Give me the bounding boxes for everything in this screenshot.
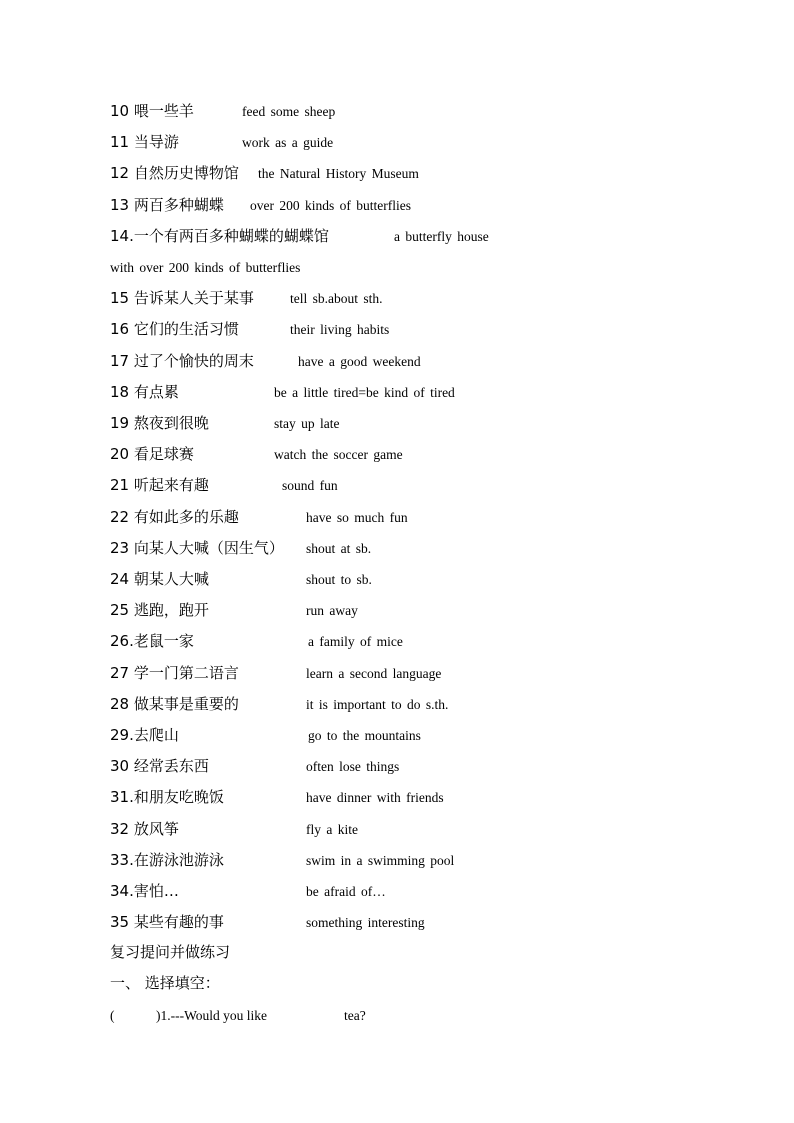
- phrase-chinese: 22 有如此多的乐趣: [110, 508, 239, 526]
- phrase-english: often lose things: [306, 759, 400, 774]
- phrase-english: run away: [306, 603, 358, 618]
- phrase-english: stay up late: [274, 416, 340, 431]
- phrase-english: it is important to do s.th.: [306, 697, 449, 712]
- question-1-text: )1.---Would you like: [156, 1008, 268, 1023]
- phrase-english: be afraid of…: [306, 884, 386, 899]
- phrase-chinese: 27 学一门第二语言: [110, 664, 239, 682]
- phrase-chinese: 30 经常丢东西: [110, 757, 209, 775]
- phrase-english: shout at sb.: [306, 541, 372, 556]
- phrase-english: have dinner with friends: [306, 790, 444, 805]
- phrase-english: shout to sb.: [306, 572, 372, 587]
- phrase-chinese: 12 自然历史博物馆: [110, 164, 239, 182]
- phrase-chinese: 24 朝某人大喊: [110, 570, 209, 588]
- part-heading: 一、 选择填空：: [110, 974, 220, 992]
- phrase-english: feed some sheep: [242, 104, 336, 119]
- phrase-chinese: 29.去爬山: [110, 726, 179, 744]
- phrase-english: a butterfly house: [394, 229, 489, 244]
- phrase-chinese: 25 逃跑，跑开: [110, 601, 209, 619]
- phrase-english: fly a kite: [306, 822, 358, 837]
- question-1-paren: (: [110, 1008, 115, 1023]
- phrase-english: tell sb.about sth.: [290, 291, 383, 306]
- phrase-chinese: 35 某些有趣的事: [110, 913, 224, 931]
- phrase-chinese: 21 听起来有趣: [110, 476, 209, 494]
- phrase-chinese: 13 两百多种蝴蝶: [110, 196, 224, 214]
- phrase-english: learn a second language: [306, 666, 442, 681]
- section-title: 复习提问并做练习: [110, 943, 231, 961]
- phrase-chinese: 34.害怕…: [110, 882, 179, 900]
- phrase-english: swim in a swimming pool: [306, 853, 455, 868]
- phrase-chinese: 16 它们的生活习惯: [110, 320, 239, 338]
- phrase-chinese: 26.老鼠一家: [110, 632, 194, 650]
- phrase-chinese: 19 熬夜到很晚: [110, 414, 209, 432]
- phrase-chinese: 33.在游泳池游泳: [110, 851, 224, 869]
- phrase-english: watch the soccer game: [274, 447, 403, 462]
- phrase-chinese: 10 喂一些羊: [110, 102, 194, 120]
- phrase-english: something interesting: [306, 915, 425, 930]
- phrase-english: work as a guide: [242, 135, 334, 150]
- phrase-chinese: 31.和朋友吃晚饭: [110, 788, 224, 806]
- phrase-english: the Natural History Museum: [258, 166, 419, 181]
- phrase-english: be a little tired=be kind of tired: [274, 385, 455, 400]
- phrase-chinese: 23 向某人大喊（因生气）: [110, 539, 284, 557]
- phrase-chinese: 20 看足球赛: [110, 445, 194, 463]
- phrase-english: have a good weekend: [298, 354, 421, 369]
- phrase-chinese: 14.一个有两百多种蝴蝶的蝴蝶馆: [110, 227, 329, 245]
- phrase-chinese: 28 做某事是重要的: [110, 695, 239, 713]
- question-1-tail: tea?: [344, 1008, 366, 1023]
- phrase-english: have so much fun: [306, 510, 408, 525]
- phrase-english: sound fun: [282, 478, 338, 493]
- phrase-english: go to the mountains: [308, 728, 421, 743]
- phrase-english: over 200 kinds of butterflies: [250, 198, 411, 213]
- phrase-english: a family of mice: [308, 634, 403, 649]
- phrase-chinese: 17 过了个愉快的周末: [110, 352, 254, 370]
- phrase-chinese: 15 告诉某人关于某事: [110, 289, 254, 307]
- phrase-chinese: 11 当导游: [110, 133, 179, 151]
- phrase-english: with over 200 kinds of butterflies: [110, 260, 301, 275]
- phrase-chinese: 32 放风筝: [110, 820, 179, 838]
- phrase-chinese: 18 有点累: [110, 383, 179, 401]
- phrase-english: their living habits: [290, 322, 390, 337]
